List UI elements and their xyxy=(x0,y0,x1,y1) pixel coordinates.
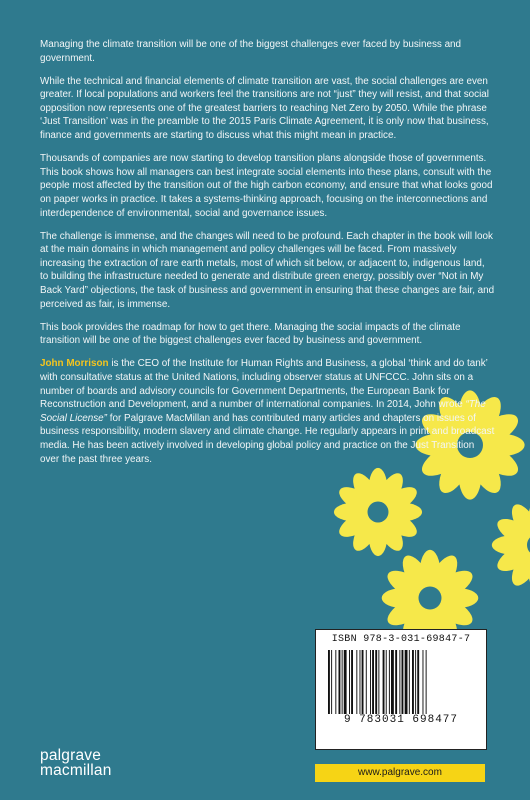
publisher-logo-line: macmillan xyxy=(40,762,112,779)
author-bio-text: for Palgrave MacMillan and has contributed many articles and chapters on issues of business responsibility, modern slavery and climate change. He regularly appears in print and broadcast media. He has been actively involved in developing global policy and practice on the Just Transition over the past three years. xyxy=(40,412,495,465)
paragraph: Thousands of companies are now starting to develop transition plans alongside those of governments. This book shows how all managers can best integrate social elements into these plans, consult with the people most affected by the transition out of the high carbon economy, and ensure that what looks good on paper works in practice. It takes a systems-thinking approach, focusing on the interconnections and interdependence of environmental, social and governance issues. xyxy=(40,153,493,219)
book-title-reference: “The Social License” xyxy=(40,399,486,424)
flower-middle xyxy=(334,468,422,556)
back-cover-text xyxy=(40,38,495,476)
paragraph: Managing the climate transition will be one of the biggest challenges ever faced by business and government. xyxy=(40,39,462,64)
author-name: John Morrison xyxy=(40,358,109,370)
author-bio-text: is the CEO of the Institute for Human Rights and Business, a global ‘think and do tank’ with consultative status at the United Nations, including observer status at UNFCCC. John sits on a number of boards and advisory councils for Government Departments, the European Bank for Reconstruction and Development, and a number of international companies. In 2014, John wrote xyxy=(40,358,488,411)
barcode-icon xyxy=(326,650,476,714)
publisher-logo-line: palgrave xyxy=(40,747,102,764)
isbn-label: ISBN 978-3-031-69847-7 xyxy=(331,634,471,645)
barcode-box xyxy=(315,629,487,750)
author-bio xyxy=(40,357,495,466)
paragraph: While the technical and financial elements of climate transition are vast, the social challenges are even greater. If local populations and workers feel the transitions are not “just” they will resist, and that social opposition now represents one of the greatest barriers to reaching Net Zero by 2050. While the phrase ‘Just Transition’ was in the preamble to the 2015 Paris Climate Agreement, it is only now that business, finance and governments are starting to discuss what this might mean in practice. xyxy=(40,75,489,142)
barcode-digits: 9 783031 698477 xyxy=(343,714,459,726)
publisher-logo xyxy=(40,748,112,778)
publisher-url[interactable]: www.palgrave.com xyxy=(315,764,485,782)
paragraph: The challenge is immense, and the changes will need to be profound. Each chapter in the book will look at the main domains in which management and policy challenges will be faced. From massively increasing the extraction of rare earth metals, most of which sit below, or adjacent to, indigenous land, to building the infrastructure needed to generate and distribute green energy, possibly over “Not in My Back Yard” objections, the task of business and government in ensuring that these changes are fair, and perceived as fair, is immense. xyxy=(40,230,495,310)
paragraph: This book provides the roadmap for how to get there. Managing the social impacts of the climate transition will be one of the biggest challenges ever faced by business and government. xyxy=(40,321,461,347)
flower-right-edge xyxy=(492,499,530,591)
